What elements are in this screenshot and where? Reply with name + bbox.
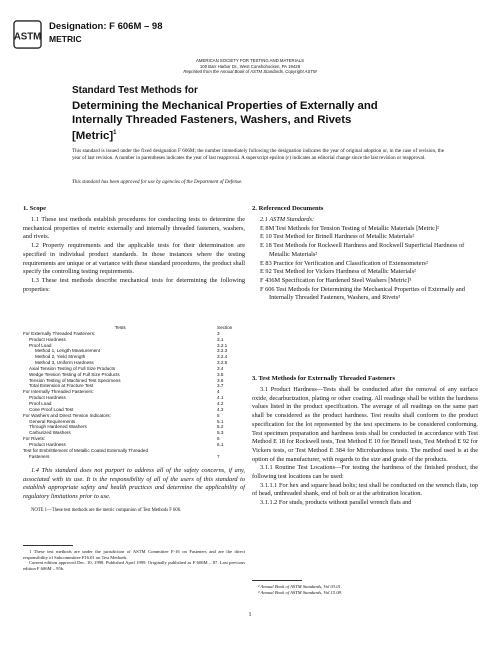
table-row-section: 3.2.4 [217, 354, 228, 360]
footnote-3: ³ Annual Book of ASTM Standards, Vol 15.08. [258, 589, 342, 595]
title-line: Determining the Mechanical Properties of Externally and [72, 100, 378, 112]
document-title [72, 100, 452, 144]
table-row-label: Fasteners [29, 453, 50, 459]
section-3 [252, 375, 478, 508]
table-row-section: 3.1 [217, 336, 224, 342]
publisher-line: 100 Barr Harbor Dr., West Conshohocken, PA 19428 [199, 63, 301, 69]
references-subheading: 2.1 ASTM Standards: [260, 216, 315, 223]
table-row-label: Total Extension at Fracture Test [29, 383, 94, 389]
table-row-section: 6.1 [217, 441, 224, 447]
scope-paragraph-1-3: 1.3 These test methods describe mechanical tests for determining the following properties: [23, 276, 245, 293]
table-row-section: 3.2.5 [217, 360, 228, 366]
table-row-section: 5 [217, 412, 220, 418]
table-row-section: 5.1 [217, 418, 224, 424]
table-row-label: For Externally Threaded Fasteners: [23, 330, 96, 336]
reference-item: F 436M Specification for Hardened Steel Washers [Metric]³ [260, 276, 412, 284]
reference-item: E 92 Test Method for Vickers Hardness of Metallic Materials² [260, 268, 416, 276]
reference-item: F 606 Test Methods for Determining the Mechanical Properties of Externally and Internally Threaded Fasteners, Washers, and Rivets³ [260, 285, 465, 302]
table-row-label: Carburized Washers [29, 430, 71, 436]
publisher-line: AMERICAN SOCIETY FOR TESTING AND MATERIALS [196, 58, 304, 63]
table-row-label: Axial Tension Testing of Full Size Products [29, 365, 116, 371]
table-row-section: 6 [217, 436, 220, 442]
table-row [23, 454, 245, 460]
table-row-section: 3.4 [217, 365, 224, 371]
publisher-line: Reprinted from the Annual Book of ASTM Standards. Copyright ASTM [183, 69, 317, 75]
table-row-section: 4.3 [217, 406, 224, 412]
table-row-label: For Washers and Direct Tension Indicators: [23, 412, 111, 418]
reference-item: E 83 Practice for Verification and Classification of Extensometers² [260, 259, 428, 267]
right-footnotes [252, 580, 478, 595]
reference-item: E 18 Test Methods for Rockwell Hardness and Rockwell Superficial Hardness of Metallic Materials² [260, 242, 465, 258]
publisher-block [0, 58, 500, 75]
table-row-label: Proof Load [29, 400, 52, 406]
footnote-rule [252, 580, 302, 581]
table-rows [23, 331, 245, 460]
table-row-section: 3.7 [217, 383, 224, 389]
table-row-label: Through Hardened Washers [29, 424, 87, 430]
table-row-section: 4 [217, 389, 220, 395]
table-row-section: 5.2 [217, 424, 224, 430]
title-line: Internally Threaded Fasteners, Washers, and Rivets [72, 113, 352, 126]
table-row-section: 3.2.1 [217, 342, 228, 348]
table-row-label: Wedge Tension Testing of Full Size Products [29, 371, 120, 377]
scope-continued [23, 467, 245, 514]
approval-note: This standard has been approved for use by agencies of the Department of Defense. [72, 179, 243, 185]
table-row-section: 3.5 [217, 371, 224, 377]
table-row-label: General Requirements [29, 418, 76, 424]
table-row-section: 4.2 [217, 400, 224, 406]
footnote-2: ² Annual Book of ASTM Standards, Vol 03.01. [258, 584, 342, 589]
table-row-label: Cone Proof Load Test [29, 406, 74, 412]
left-footnotes [23, 545, 245, 572]
paragraph-3-1-1: 3.1.1 Routine Test Locations—For testing the hardness of the finished product, the following test locations can be used: [252, 464, 478, 481]
footnote-1: 1 These test methods are under the jurisdiction of ASTM Committee F-16 on Fasteners and are the direct responsibility of Subcommittee F16.01 on Test Methods. [23, 549, 245, 560]
table-row-label: Method 1, Length Measurement [35, 348, 101, 354]
table-row-label: Product Hardness [29, 395, 66, 401]
issue-note: This standard is issued under the fixed designation F 606M; the number immediately following the designation indicates the year of original adoption or, in the case of revision, the year of last revision. A number in parentheses indicates the year of last reapproval. A superscript epsilon (ε) indicates an editorial change since the last revision or reapproval. [72, 148, 444, 161]
title-footnote-mark: 1 [113, 130, 117, 137]
scope-paragraph-1-4: 1.4 This standard does not purport to address all of the safety concerns, if any, associated with its use. It is the responsibility of all of the users of this standard to establish appropriate safety and health practices and determine the applicability of regulatory limitations prior to use. [23, 467, 245, 501]
references-heading: 2. Referenced Documents [252, 205, 324, 212]
note-1: NOTE 1—These test methods are the metric companion of Test Methods F 606. [31, 507, 182, 513]
svg-text:ASTM: ASTM [13, 31, 42, 43]
designation: Designation: F 606M – 98 [49, 21, 163, 32]
astm-logo [13, 20, 42, 49]
table-row-label: Method 3, Uniform Hardness [35, 360, 94, 366]
scope-paragraph-1-1: 1.1 These test methods establish procedures for conducting tests to determine the mechanical properties of metric externally and internally threaded fasteners, washers, and rivets. [23, 216, 245, 241]
scope-heading: 1. Scope [23, 205, 47, 212]
reference-item: E 10 Test Method for Brinell Hardness of Metallic Materials² [260, 233, 415, 241]
footnote-1b: Current edition approved Dec. 10, 1998. Published April 1999. Originally published as F 606M – 87. Last previous edition F 606M – 95b. [23, 560, 245, 572]
references-list [252, 225, 478, 303]
page-number: 1 [248, 612, 252, 618]
table-row-label: Method 2, Yield Strength [35, 354, 86, 360]
table-row-section: 7 [217, 453, 220, 459]
title-line [72, 127, 452, 143]
table-row-label: Proof Load [29, 342, 52, 348]
metric-label: METRIC [49, 34, 82, 44]
reference-item: E 8M Test Methods for Tension Testing of Metallic Materials [Metric]² [260, 224, 439, 232]
table-header-tests: Tests [115, 325, 126, 330]
table-row-section: 4.1 [217, 395, 224, 401]
table-row-section: 3 [217, 330, 220, 336]
paragraph-3-1-1-1: 3.1.1.1 For hex and square head bolts; test shall be conducted on the wrench flats, top of head, unthreaded shank, end of bolt or at the arbitration location. [252, 481, 478, 498]
footnote-rule [23, 545, 73, 546]
table-row-section: 3.6 [217, 377, 224, 383]
paragraph-3-1-1-2: 3.1.1.2 For studs, products without parallel wrench flats and [260, 499, 412, 507]
table-row-label: Product Hardness [29, 336, 66, 342]
section-3-heading: 3. Test Methods for Externally Threaded Fasteners [252, 375, 396, 382]
standard-type: Standard Test Methods for [72, 85, 198, 96]
scope-section [23, 205, 245, 294]
paragraph-3-1: 3.1 Product Hardness—Tests shall be conducted after the removal of any surface oxide, decarburization, plating or other coating. All readings shall be within the hardness values listed in the product specification. The average of all readings on the same part shall be considered as the product hardness. Test results shall conform to the product specification for the lot represented by the test specimens to be considered conforming. Test specimen preparation and hardness tests shall be conducted in accordance with Test Method E 18 for Rockwell tests, Test Method E 10 for Brinell tests, Test Method E 92 for Vickers tests, or Test Method E 384 for Microhardness tests. The method used is at the option of the manufacturer, with regards to the size and grade of the products. [252, 386, 478, 463]
table-row-section: 3.2.3 [217, 348, 228, 354]
table-row-label: Test for Embrittlement of Metallic Coated Externally Threaded [23, 447, 149, 453]
title-line-3: [Metric] [72, 129, 114, 142]
table-header-section: Section [217, 325, 233, 330]
table-row-section: 5.3 [217, 430, 224, 436]
scope-tests-table [23, 325, 245, 459]
scope-paragraph-1-2: 1.2 Property requirements and the applicable tests for their determination are specified in individual product standards. In those instances where the testing requirements are unique or at variance with these standard procedures, the product shall specify the controlling testing requirements. [23, 242, 245, 276]
table-row-label: Tension Testing of Machined Test Specimens [29, 377, 121, 383]
table-row-label: For Internally Threaded Fasteners: [23, 389, 94, 395]
table-row-label: Product Hardness [29, 441, 66, 447]
table-row-label: For Rivets: [23, 436, 46, 442]
references-section [252, 205, 478, 303]
